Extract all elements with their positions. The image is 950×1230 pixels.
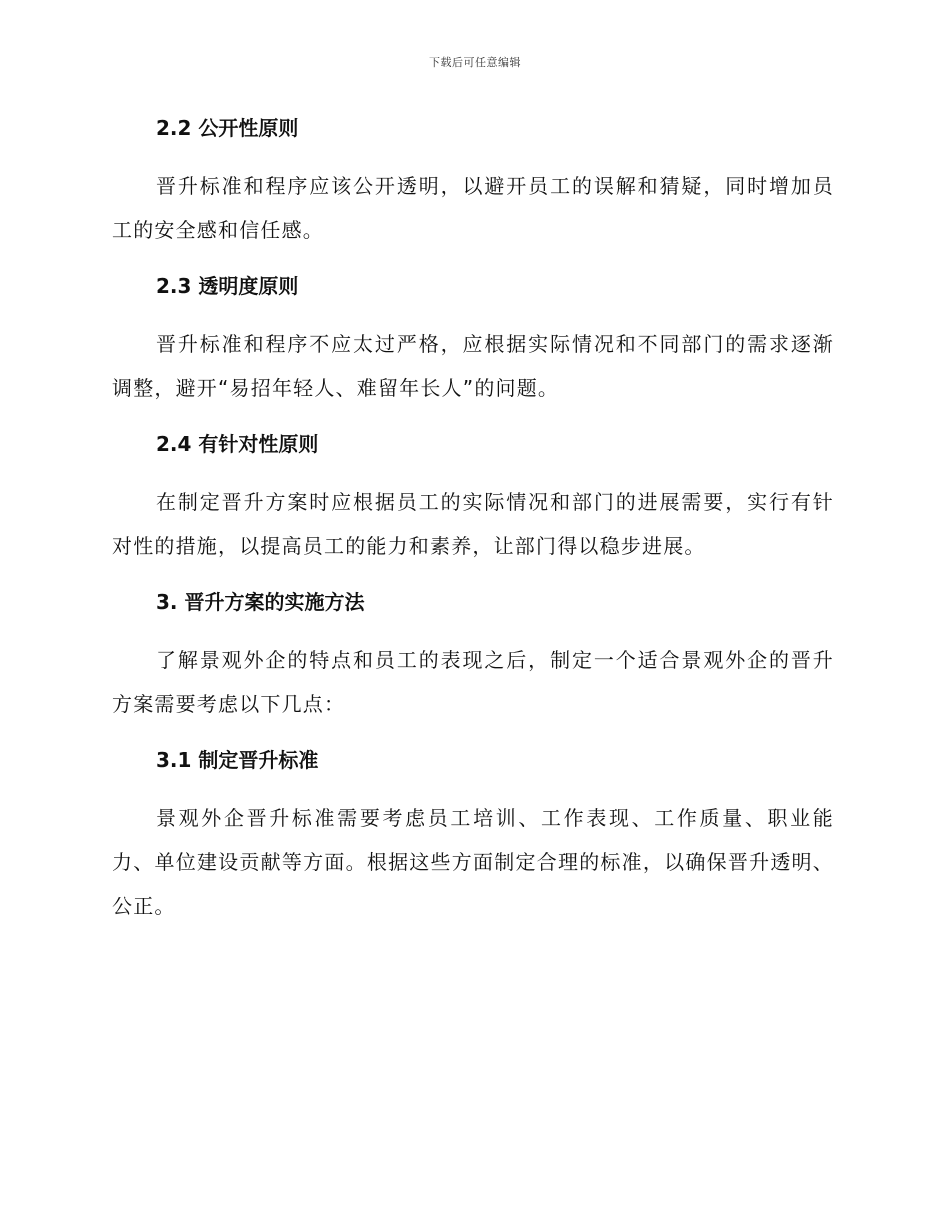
section-paragraph-3: 了解景观外企的特点和员工的表现之后，制定一个适合景观外企的晋升方案需要考虑以下几点： [112,648,834,716]
section-heading-3: 3. 晋升方案的实施方法 [156,590,365,614]
section-paragraph-2-2: 晋升标准和程序应该公开透明，以避开员工的误解和猜疑，同时增加员工的安全感和信任感。 [112,174,834,242]
section-heading-2-3: 2.3 透明度原则 [156,274,299,298]
section-heading-2-2: 2.2 公开性原则 [156,116,299,140]
document-body [112,108,834,928]
section-paragraph-2-4: 在制定晋升方案时应根据员工的实际情况和部门的进展需要，实行有针对性的措施，以提高员工的能力和素养，让部门得以稳步进展。 [112,490,834,558]
section-heading-3-1: 3.1 制定晋升标准 [156,748,319,772]
page-header: 下载后可任意编辑 [429,56,521,69]
section-paragraph-2-3: 晋升标准和程序不应太过严格，应根据实际情况和不同部门的需求逐渐调整，避开“易招年轻人、难留年长人”的问题。 [112,332,834,400]
section-heading-2-4: 2.4 有针对性原则 [156,432,319,456]
section-paragraph-3-1: 景观外企晋升标准需要考虑员工培训、工作表现、工作质量、职业能力、单位建设贡献等方面。根据这些方面制定合理的标准，以确保晋升透明、公正。 [112,806,834,918]
